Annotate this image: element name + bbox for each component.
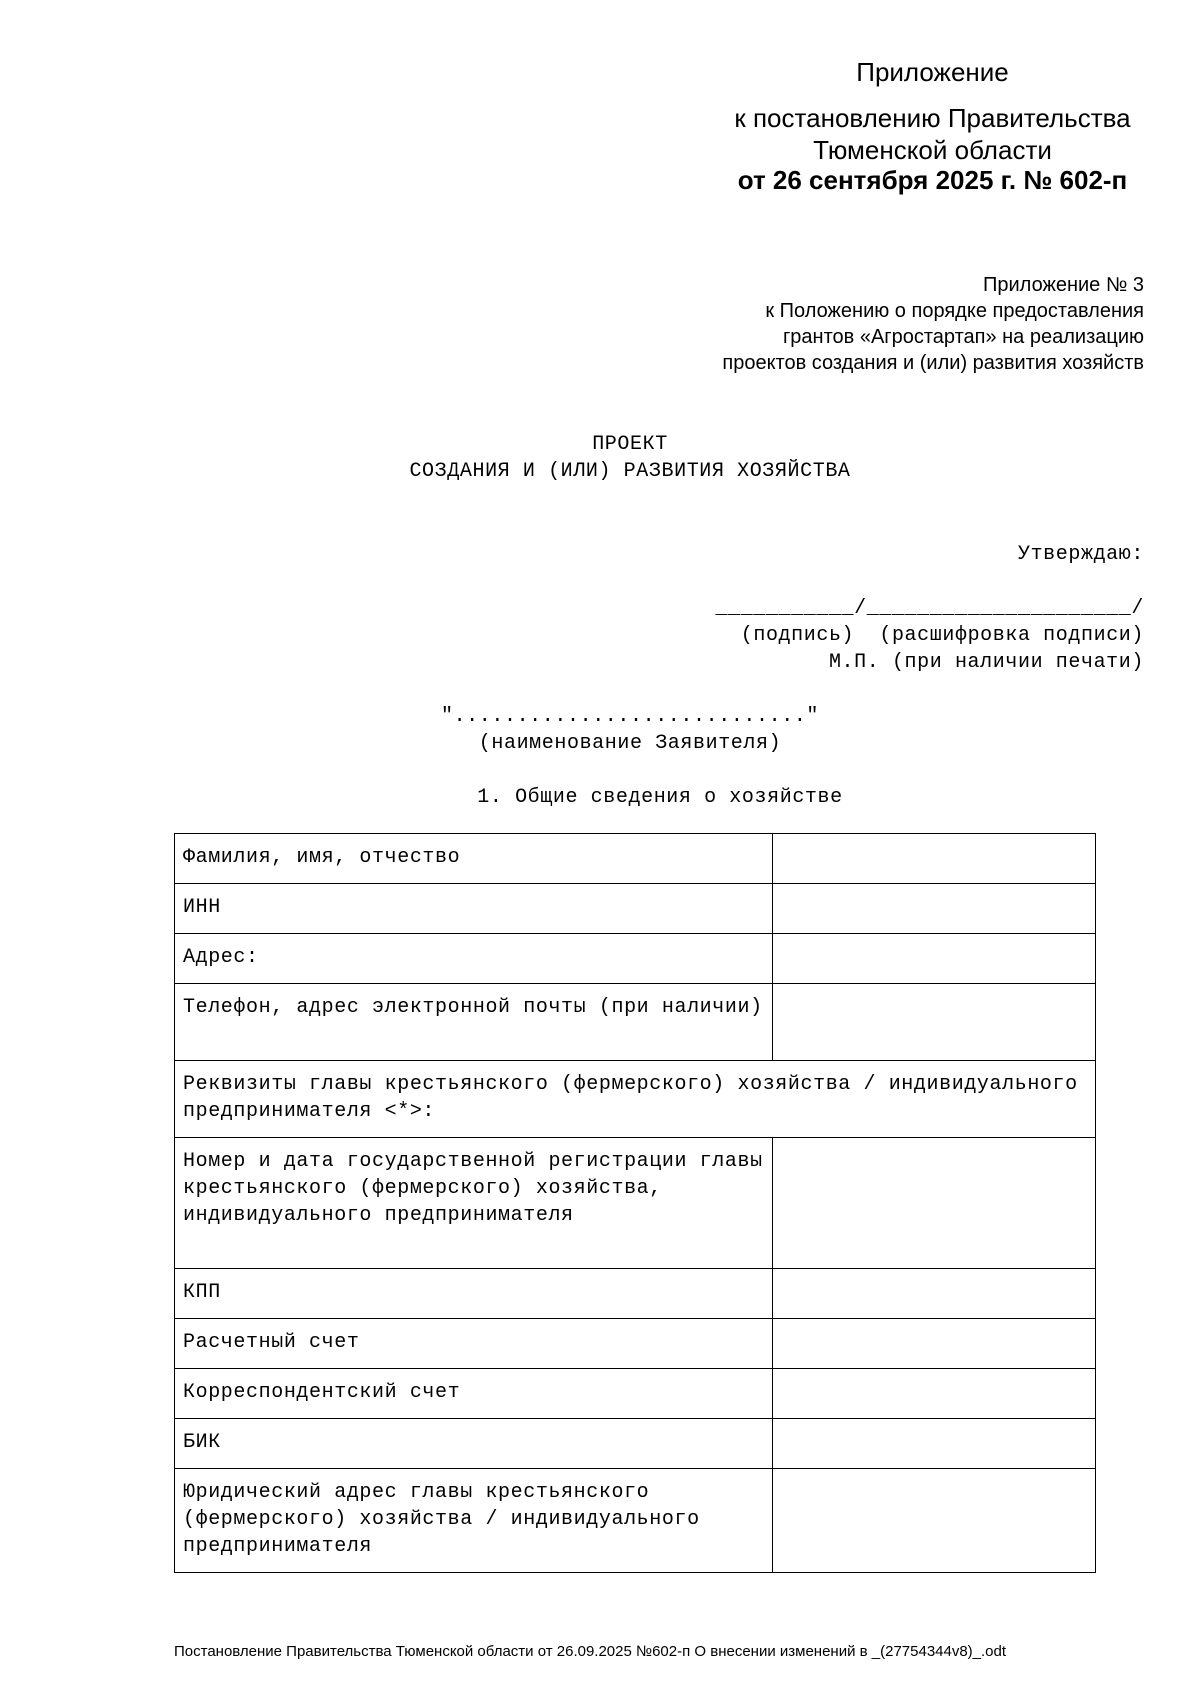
applicant-name-placeholder: "............................"	[440, 705, 820, 728]
annex-line-3: грантов «Агростартап» на реализацию	[783, 326, 1144, 348]
row-label-requisites-header: Реквизиты главы крестьянского (фермерского) хозяйства / индивидуального предпринимателя <*>:	[175, 1061, 1096, 1138]
table-row	[175, 1138, 1096, 1269]
row-value-kpp[interactable]	[773, 1269, 1096, 1319]
table-row	[175, 1061, 1096, 1138]
row-label-phone-email: Телефон, адрес электронной почты (при наличии)	[175, 984, 773, 1061]
appendix-subtitle-line2: Тюменской области	[813, 135, 1052, 165]
row-label-settlement-account: Расчетный счет	[175, 1319, 773, 1369]
approve-label: Утверждаю:	[1017, 543, 1144, 566]
row-label-bik: БИК	[175, 1419, 773, 1469]
row-label-inn: ИНН	[175, 884, 773, 934]
row-value-inn[interactable]	[773, 884, 1096, 934]
table-row	[175, 984, 1096, 1061]
annex-line-1: Приложение № 3	[983, 274, 1144, 296]
section-title: 1. Общие сведения о хозяйстве	[477, 786, 843, 809]
table-row	[175, 934, 1096, 984]
row-value-settlement-account[interactable]	[773, 1319, 1096, 1369]
applicant-name-caption: (наименование Заявителя)	[478, 732, 782, 755]
table-row	[175, 1419, 1096, 1469]
appendix-subtitle-line1: к постановлению Правительства	[734, 103, 1131, 133]
table-row	[175, 1319, 1096, 1369]
seal-caption: М.П. (при наличии печати)	[828, 651, 1144, 674]
farm-info-table	[174, 833, 1096, 1573]
signature-line: ___________/_____________________/	[715, 597, 1144, 620]
row-label-kpp: КПП	[175, 1269, 773, 1319]
project-subtitle: СОЗДАНИЯ И (ИЛИ) РАЗВИТИЯ ХОЗЯЙСТВА	[409, 460, 851, 483]
annex-line-2: к Положению о порядке предоставления	[765, 300, 1144, 322]
signature-caption: (подпись) (расшифровка подписи)	[740, 624, 1144, 647]
resolution-date-number: от 26 сентября 2025 г. № 602-п	[737, 165, 1128, 195]
row-value-correspondent-account[interactable]	[773, 1369, 1096, 1419]
row-label-address: Адрес:	[175, 934, 773, 984]
row-value-bik[interactable]	[773, 1419, 1096, 1469]
appendix-title: Приложение	[856, 57, 1009, 87]
table-row	[175, 1369, 1096, 1419]
row-value-phone-email[interactable]	[773, 984, 1096, 1061]
row-label-legal-address: Юридический адрес главы крестьянского (фермерского) хозяйства / индивидуального предпринимателя	[175, 1469, 773, 1573]
row-value-registration[interactable]	[773, 1138, 1096, 1269]
table-row	[175, 1469, 1096, 1573]
row-value-full-name[interactable]	[773, 834, 1096, 884]
appendix-subtitle	[700, 102, 1165, 166]
table-row	[175, 1269, 1096, 1319]
row-value-legal-address[interactable]	[773, 1469, 1096, 1573]
row-value-address[interactable]	[773, 934, 1096, 984]
row-label-registration: Номер и дата государственной регистрации главы крестьянского (фермерского) хозяйства, индивидуального предпринимателя	[175, 1138, 773, 1269]
annex-reference	[722, 272, 1144, 376]
table-row	[175, 884, 1096, 934]
document-footer: Постановление Правительства Тюменской области от 26.09.2025 №602-п О внесении изменений в _(27754344v8)_.odt	[174, 1643, 1007, 1660]
project-title: ПРОЕКТ	[592, 433, 668, 456]
annex-line-4: проектов создания и (или) развития хозяйств	[722, 352, 1144, 374]
row-label-full-name: Фамилия, имя, отчество	[175, 834, 773, 884]
table-row	[175, 834, 1096, 884]
row-label-correspondent-account: Корреспондентский счет	[175, 1369, 773, 1419]
